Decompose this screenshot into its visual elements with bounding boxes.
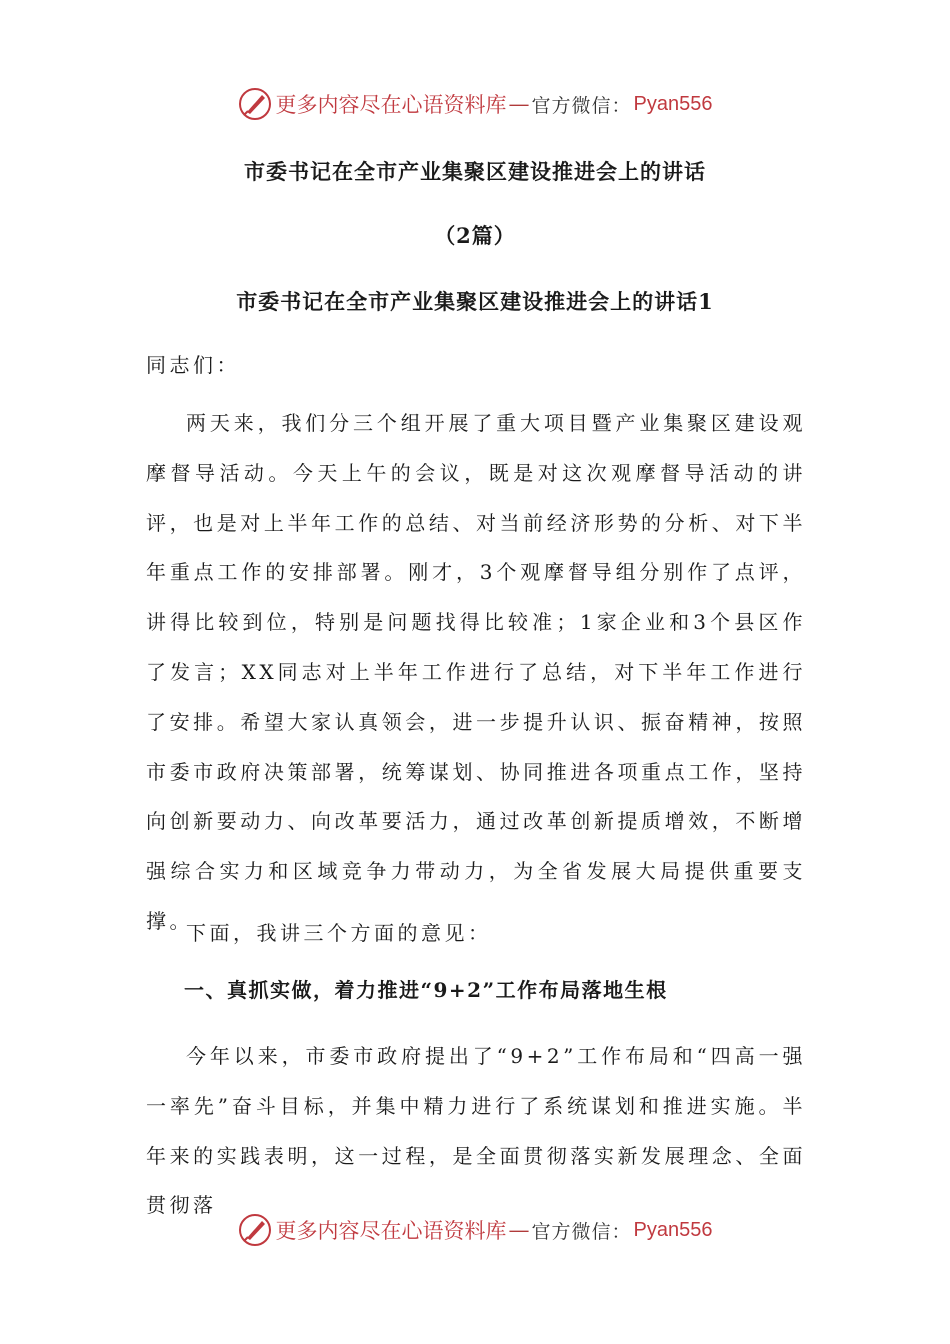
paragraph-1: 两天来，我们分三个组开展了重大项目暨产业集聚区建设观摩督导活动。今天上午的会议，既是对这次观摩督导活动的讲评，也是对上半年工作的总结、对当前经济形势的分析、对下半年重点工作的安排部署。刚才，3个观摩督导组分别作了点评，讲得比较到位，特别是问题找得比较准；1家企业和3个县区作了发言；XX同志对上半年工作进行了总结，对下半年工作进行了安排。希望大家认真领会，进一步提升认识、振奋精神，按照市委市政府决策部署，统筹谋划、协同推进各项重点工作，坚持向创新要动力、向改革要活力，通过改革创新提质增效，不断增强综合实力和区域竞争力带动力，为全省发展大局提供重要支撑。 [146,411,806,933]
banner-wechat-id: Pyan556 [633,1218,713,1241]
header-banner [0,84,950,124]
footer-banner [0,1210,950,1250]
banner-wechat-label: 官方微信： [531,94,632,117]
banner-brand: 更多内容尽在心语资料库 [275,93,507,117]
document-count: （2篇） [434,223,516,248]
banner-wechat-label: 官方微信： [531,1220,632,1243]
quill-logo-icon [238,1213,272,1247]
paragraph-3: 今年以来，市委市政府提出了“9+2”工作布局和“四高一强一率先”奋斗目标，并集中精力进行了系统谋划和推进实施。半年来的实践表明，这一过程，是全面贯彻落实新发展理念、全面贯彻落 [146,1044,806,1218]
document-subtitle: 市委书记在全市产业集聚区建设推进会上的讲话1 [236,289,714,314]
banner-brand: 更多内容尽在心语资料库 [275,1219,507,1243]
greeting: 同志们： [146,353,240,377]
section-heading-1: 一、真抓实做，着力推进“9+2”工作布局落地生根 [184,978,668,1002]
banner-dash: — [508,1218,530,1242]
quill-logo-icon [238,87,272,121]
banner-wechat-id: Pyan556 [633,92,713,115]
document-title: 市委书记在全市产业集聚区建设推进会上的讲话 [244,159,706,184]
banner-dash: — [508,92,530,116]
paragraph-2: 下面，我讲三个方面的意见： [186,921,492,945]
